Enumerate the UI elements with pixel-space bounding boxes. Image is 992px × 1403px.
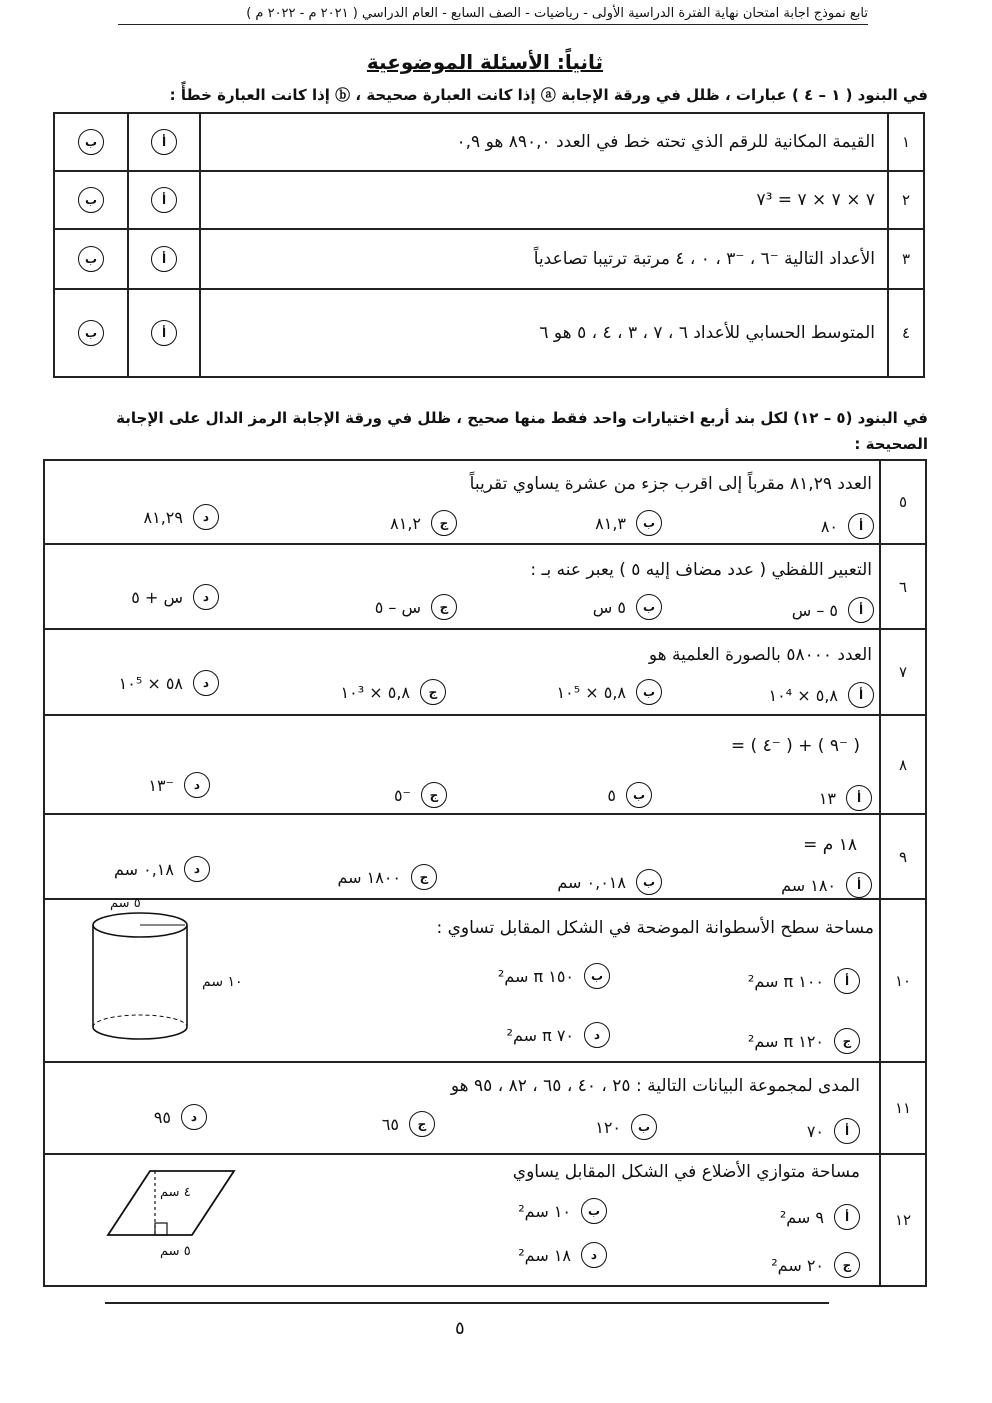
option-text: ١٣ — [818, 788, 836, 808]
option-text: ١٨ سم² — [518, 1245, 571, 1265]
option-a-bubble[interactable]: أ — [151, 320, 177, 346]
option-c[interactable] — [382, 1111, 435, 1137]
option-d-bubble[interactable]: د — [193, 584, 219, 610]
option-text: ٠,١٨ سم — [113, 859, 174, 879]
option-a-bubble[interactable]: أ — [848, 513, 874, 539]
question-text: التعبير اللفظي ( عدد مضاف إليه ٥ ) يعبر عنه بـ : — [530, 560, 872, 580]
option-c[interactable] — [748, 1028, 860, 1054]
option-d[interactable] — [518, 1242, 607, 1268]
option-text: ١٢٠ π سم² — [747, 1031, 824, 1051]
option-b[interactable] — [518, 1198, 607, 1224]
option-d[interactable] — [148, 772, 210, 798]
option-c[interactable] — [771, 1252, 860, 1278]
option-d-bubble[interactable]: د — [193, 504, 219, 530]
option-b-bubble[interactable]: ب — [636, 594, 662, 620]
option-b-bubble[interactable]: ب — [78, 246, 104, 272]
option-text: ١٠ سم² — [518, 1201, 571, 1221]
option-text: ٥ س — [592, 597, 626, 617]
option-d-bubble[interactable]: د — [184, 772, 210, 798]
option-text: ٨١,٢٩ — [143, 507, 183, 527]
question-text: المدى لمجموعة البيانات التالية : ٢٥ ، ٤٠ ، ٦٥ ، ٨٢ ، ٩٥ هو — [450, 1076, 860, 1096]
option-text: ١٨٠ سم — [781, 875, 836, 895]
tf-row — [54, 171, 924, 229]
question-text: ١٨ م = — [803, 835, 857, 855]
option-b-bubble[interactable]: ب — [636, 679, 662, 705]
option-c-bubble[interactable]: ج — [421, 782, 447, 808]
item-number: ٣ — [888, 229, 924, 289]
option-c-bubble[interactable]: ج — [431, 510, 457, 536]
option-b-bubble[interactable]: ب — [581, 1198, 607, 1224]
option-text: ١٨٠٠ سم — [337, 867, 401, 887]
option-c-bubble[interactable]: ج — [834, 1028, 860, 1054]
parallelogram-figure — [100, 1165, 240, 1240]
question-text: ( ⁻٩ ) + ( ⁻٤ ) = — [730, 736, 860, 756]
item-number: ٢ — [888, 171, 924, 229]
option-text: ⁻١٣ — [148, 775, 174, 795]
option-d-bubble[interactable]: د — [184, 856, 210, 882]
item-number: ٨ — [880, 715, 926, 814]
option-text: س + ٥ — [131, 587, 183, 607]
tf-statement: المتوسط الحسابي للأعداد ٦ ، ٧ ، ٣ ، ٤ ، ٥ هو ٦ — [200, 289, 888, 377]
option-a-bubble[interactable]: أ — [848, 597, 874, 623]
option-a[interactable] — [781, 872, 872, 898]
option-a-bubble[interactable]: أ — [846, 785, 872, 811]
option-text: ٨١,٣ — [595, 513, 626, 533]
tf-row — [54, 229, 924, 289]
item-number: ٦ — [880, 544, 926, 629]
option-text: ٢٠ سم² — [771, 1255, 824, 1275]
item-number: ٤ — [888, 289, 924, 377]
option-b-bubble[interactable]: ب — [78, 187, 104, 213]
footer-divider — [105, 1302, 829, 1304]
option-b-cell[interactable] — [54, 113, 128, 171]
option-c[interactable] — [337, 864, 437, 890]
option-a-cell[interactable] — [128, 113, 200, 171]
question-text: مساحة سطح الأسطوانة الموضحة في الشكل المقابل تساوي : — [436, 918, 874, 938]
option-a-bubble[interactable]: أ — [846, 872, 872, 898]
option-a-cell[interactable] — [128, 229, 200, 289]
item-number: ١٠ — [880, 899, 926, 1062]
option-text: ٥,٨ × ١٠³ — [340, 682, 410, 702]
option-d-bubble[interactable]: د — [193, 670, 219, 696]
item-number: ١٢ — [880, 1154, 926, 1286]
option-b-bubble[interactable]: ب — [636, 510, 662, 536]
option-b-bubble[interactable]: ب — [78, 129, 104, 155]
option-c-bubble[interactable]: ج — [834, 1252, 860, 1278]
mc-cell — [44, 460, 880, 544]
option-text: ٥,٨ × ١٠⁵ — [556, 682, 626, 702]
option-b-bubble[interactable]: ب — [584, 963, 610, 989]
tf-row — [54, 113, 924, 171]
option-text: ١٠٠ π سم² — [747, 971, 824, 991]
option-a[interactable] — [819, 785, 872, 811]
option-text: ٨٠ — [820, 516, 838, 536]
tf-statement: القيمة المكانية للرقم الذي تحته خط في العدد ٨٩٠,٠ هو ٠,٩ — [200, 113, 888, 171]
option-a-bubble[interactable]: أ — [151, 129, 177, 155]
item-number: ١١ — [880, 1062, 926, 1154]
option-a-bubble[interactable]: أ — [151, 246, 177, 272]
option-a[interactable] — [792, 597, 874, 623]
option-a-bubble[interactable]: أ — [834, 1204, 860, 1230]
item-number: ١ — [888, 113, 924, 171]
option-text: ٩ سم² — [779, 1207, 824, 1227]
tf-statement: ٧ × ٧ × ٧ = ٧³ — [200, 171, 888, 229]
option-a-cell[interactable] — [128, 289, 200, 377]
option-d-bubble[interactable]: د — [581, 1242, 607, 1268]
tf-row — [54, 289, 924, 377]
mc-instruction: في البنود (٥ – ١٢) لكل بند أربع اختيارات واحد فقط منها صحيح ، ظلل في ورقة الإجابة الرمز الدال على الإجابة الصحيحة : — [116, 409, 928, 453]
option-d-bubble[interactable]: د — [181, 1104, 207, 1130]
option-text: ⁻٥ — [393, 785, 411, 805]
mc-cell — [44, 715, 880, 814]
option-b-bubble[interactable]: ب — [631, 1114, 657, 1140]
option-b[interactable] — [557, 869, 662, 895]
question-text: العدد ٨١,٢٩ مقرباً إلى اقرب جزء من عشرة يساوي تقريباً — [469, 474, 872, 494]
tf-statement: الأعداد التالية ⁻٦ ، ⁻٣ ، ٠ ، ٤ مرتبة ترتيبا تصاعدياً — [200, 229, 888, 289]
option-text: ٨١,٢ — [390, 513, 421, 533]
tf-instruction: في البنود ( ١ – ٤ ) عبارات ، ظلل في ورقة الإجابة ⓐ إذا كانت العبارة صحيحة ، ⓑ إذا كانت العبارة خطأً : — [169, 86, 928, 104]
option-b-bubble[interactable]: ب — [78, 320, 104, 346]
option-text: ٥ — [607, 785, 616, 805]
option-d[interactable] — [119, 670, 219, 696]
option-b[interactable] — [595, 1114, 657, 1140]
option-c-bubble[interactable]: ج — [409, 1111, 435, 1137]
question-text: مساحة متوازي الأضلاع في الشكل المقابل يساوي — [512, 1162, 860, 1182]
option-text: س – ٥ — [374, 597, 421, 617]
option-text: ٧٠ — [806, 1121, 824, 1141]
option-a-cell[interactable] — [128, 171, 200, 229]
option-b-cell[interactable] — [54, 289, 128, 377]
item-number: ٩ — [880, 814, 926, 899]
option-b-cell[interactable] — [54, 229, 128, 289]
tf-table — [53, 112, 925, 378]
option-a-bubble[interactable]: أ — [834, 1118, 860, 1144]
option-c[interactable] — [341, 679, 446, 705]
option-text: ١٥٠ π سم² — [497, 966, 574, 986]
option-b[interactable] — [593, 594, 662, 620]
option-text: ٥٨ × ١٠⁵ — [118, 673, 183, 693]
option-c[interactable] — [375, 594, 457, 620]
option-d[interactable] — [507, 1022, 610, 1048]
option-c-bubble[interactable]: ج — [420, 679, 446, 705]
option-a[interactable] — [821, 513, 874, 539]
option-d-bubble[interactable]: د — [584, 1022, 610, 1048]
page-header: تابع نموذج اجابة امتحان نهاية الفترة الدراسية الأولى - رياضيات - الصف السابع - العام الدراسي ( ٢٠٢١ م - ٢٠٢٢ م ) — [118, 6, 868, 25]
option-d[interactable] — [131, 584, 219, 610]
option-b[interactable] — [557, 679, 662, 705]
question-text: العدد ٥٨٠٠٠ بالصورة العلمية هو — [648, 645, 872, 665]
option-c-bubble[interactable]: ج — [431, 594, 457, 620]
option-b[interactable] — [498, 963, 610, 989]
cylinder-height-label: ١٠ سم — [202, 974, 243, 990]
parallelogram-base-label: ٥ سم — [160, 1244, 191, 1259]
option-a-bubble[interactable]: أ — [151, 187, 177, 213]
option-text: ٧٠ π سم² — [506, 1025, 574, 1045]
option-d[interactable] — [154, 1104, 207, 1130]
parallelogram-height-label: ٤ سم — [160, 1185, 191, 1200]
option-d[interactable] — [114, 856, 210, 882]
option-c-bubble[interactable]: ج — [411, 864, 437, 890]
option-a[interactable] — [748, 968, 860, 994]
cylinder-radius-label: ٥ سم — [110, 896, 141, 911]
option-b-bubble[interactable]: ب — [636, 869, 662, 895]
option-text: ١٢٠ — [595, 1117, 621, 1137]
option-b-cell[interactable] — [54, 171, 128, 229]
section-title: ثانياً: الأسئلة الموضوعية — [366, 50, 604, 74]
option-b[interactable] — [595, 510, 662, 536]
option-c[interactable] — [394, 782, 447, 808]
option-a-bubble[interactable]: أ — [848, 682, 874, 708]
page-number: ٥ — [455, 1318, 465, 1339]
option-c[interactable] — [390, 510, 457, 536]
option-a[interactable] — [769, 682, 874, 708]
option-text: ٠,٠١٨ سم — [557, 872, 626, 892]
item-number: ٧ — [880, 629, 926, 715]
option-a[interactable] — [780, 1204, 860, 1230]
option-text: ٥ – س — [791, 600, 838, 620]
item-number: ٥ — [880, 460, 926, 544]
option-b-bubble[interactable]: ب — [626, 782, 652, 808]
option-text: ٩٥ — [153, 1107, 171, 1127]
option-text: ٥,٨ × ١٠⁴ — [768, 685, 838, 705]
option-d[interactable] — [144, 504, 219, 530]
option-b[interactable] — [607, 782, 652, 808]
cylinder-figure — [85, 895, 200, 1045]
option-a[interactable] — [807, 1118, 860, 1144]
option-a-bubble[interactable]: أ — [834, 968, 860, 994]
option-text: ٦٥ — [381, 1114, 399, 1134]
